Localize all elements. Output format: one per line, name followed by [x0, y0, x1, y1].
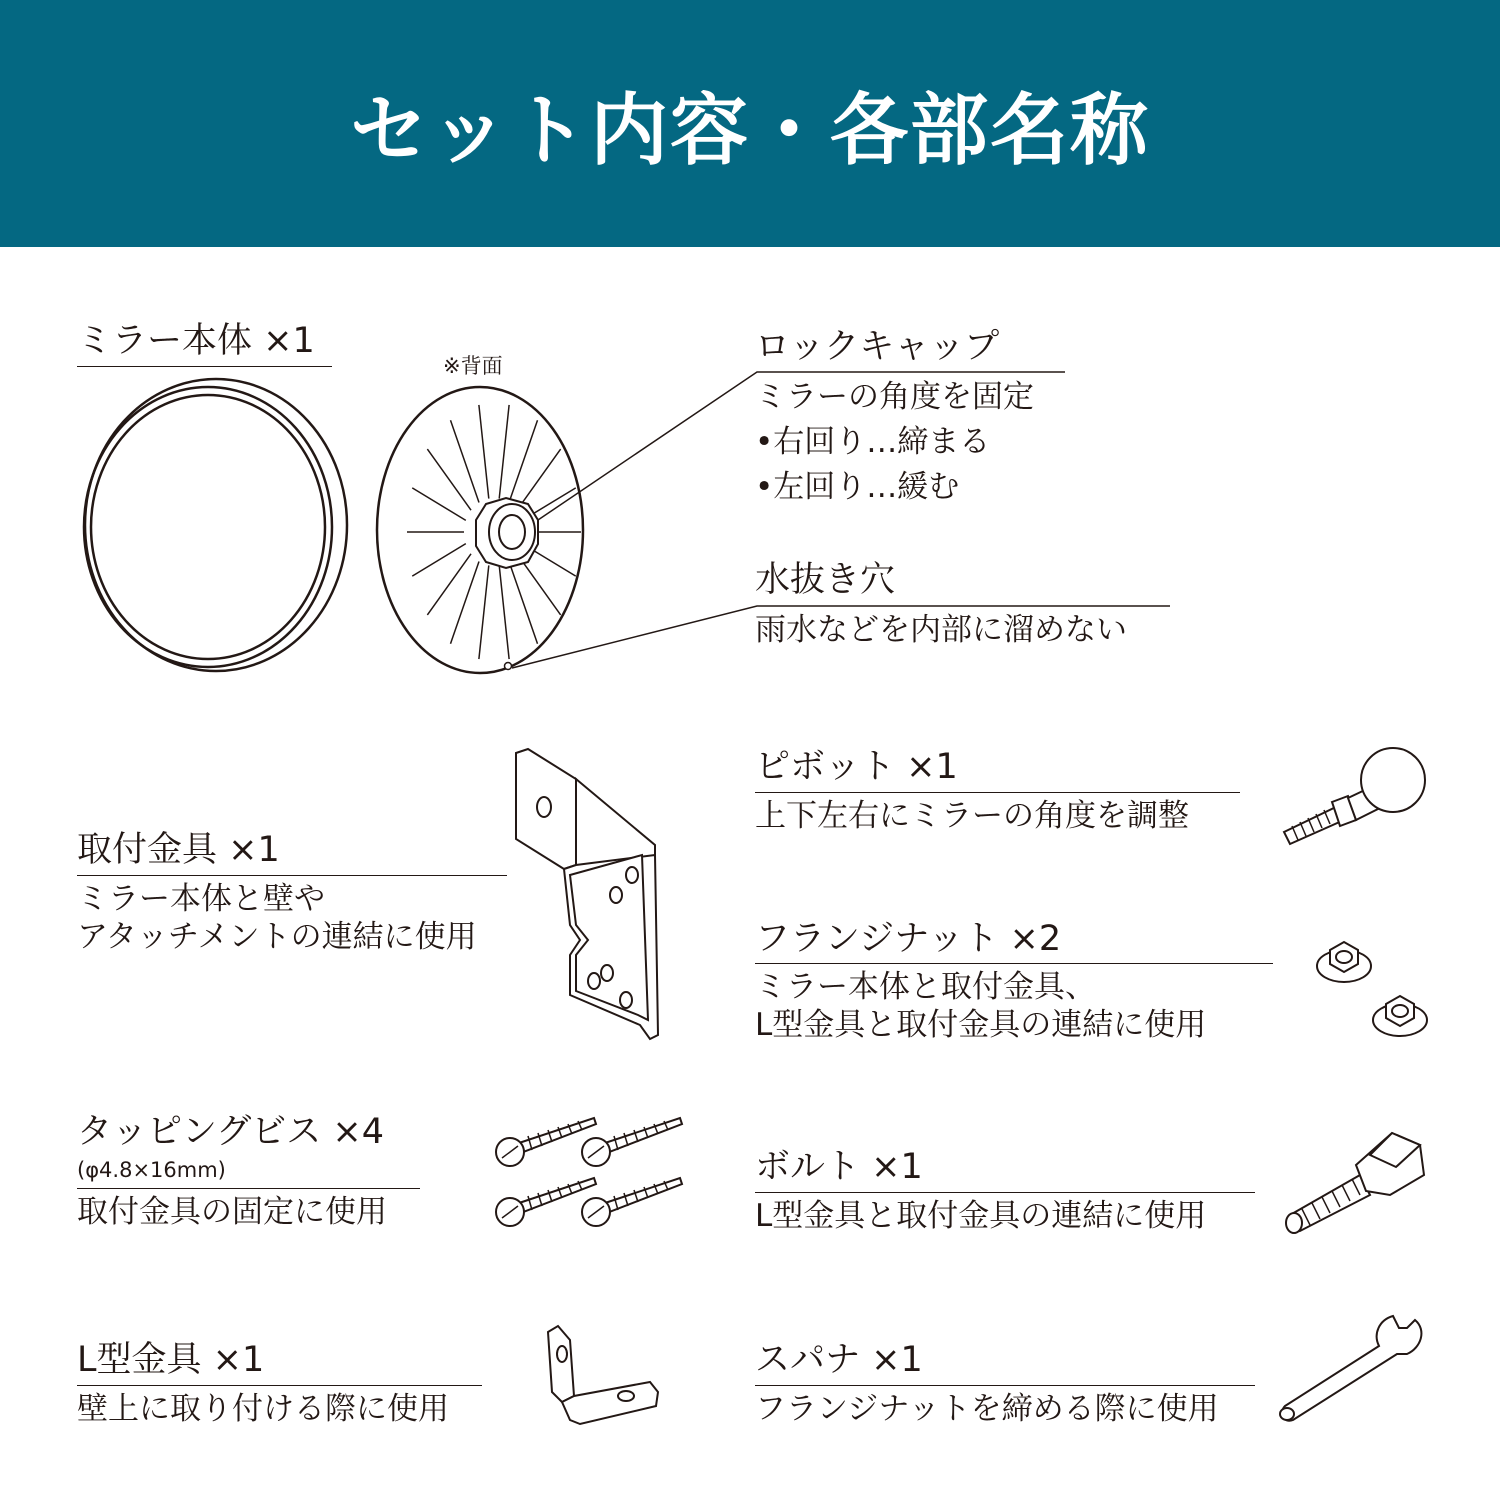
l-bracket-desc: 壁上に取り付ける際に使用 [77, 1391, 449, 1427]
pivot-desc: 上下左右にミラーの角度を調整 [755, 798, 1189, 834]
pivot-rule [755, 792, 1240, 793]
tapping-screw-spec: (φ4.8×16mm) [77, 1158, 226, 1182]
lock-cap-name: ロックキャップ [755, 327, 1000, 367]
bracket-line: ミラー本体と壁や [77, 881, 325, 917]
tapping-screw-desc: 取付金具の固定に使用 [77, 1194, 387, 1230]
l-bracket-illustration [540, 1320, 665, 1430]
pivot-name: ピボット ×1 [755, 747, 958, 787]
flange-nut-line: L型金具と取付金具の連結に使用 [755, 1007, 1207, 1043]
bracket-rule [77, 875, 507, 876]
drain-hole-name: 水抜き穴 [755, 560, 896, 600]
pivot-illustration [1278, 740, 1433, 850]
page-title: セット内容・各部名称 [349, 85, 1150, 176]
bolt-illustration [1280, 1125, 1430, 1235]
bracket-illustration [510, 745, 670, 1045]
l-bracket-name: L型金具 ×1 [77, 1340, 265, 1380]
lock-cap-line: •左回り…緩む [755, 469, 960, 505]
flange-nut-line: ミラー本体と取付金具、 [755, 969, 1096, 1005]
l-bracket-rule [77, 1385, 482, 1386]
lock-cap-line: ミラーの角度を固定 [755, 379, 1034, 415]
mirror-name: ミラー本体 ×1 [77, 321, 315, 361]
bracket-line: アタッチメントの連結に使用 [77, 919, 477, 955]
spanner-name: スパナ ×1 [755, 1340, 923, 1380]
bracket-name: 取付金具 ×1 [77, 830, 280, 870]
drain-hole-desc: 雨水などを内部に溜めない [755, 612, 1127, 648]
tapping-screw-name: タッピングビス ×4 [77, 1112, 385, 1152]
bolt-rule [755, 1192, 1255, 1193]
flange-nut-name: フランジナット ×2 [755, 919, 1062, 959]
spanner-illustration [1275, 1310, 1435, 1425]
tapping-screw-rule [77, 1188, 420, 1189]
tapping-screws-illustration [488, 1108, 668, 1238]
spanner-desc: フランジナットを締める際に使用 [755, 1391, 1219, 1427]
mirror-back-note: ※背面 [443, 354, 503, 378]
flange-nut-rule [755, 963, 1273, 964]
bolt-desc: L型金具と取付金具の連結に使用 [755, 1198, 1207, 1234]
lock-cap-line: •右回り…締まる [755, 424, 991, 460]
bolt-name: ボルト ×1 [755, 1147, 923, 1187]
flange-nuts-illustration [1310, 930, 1430, 1045]
spanner-rule [755, 1385, 1255, 1386]
